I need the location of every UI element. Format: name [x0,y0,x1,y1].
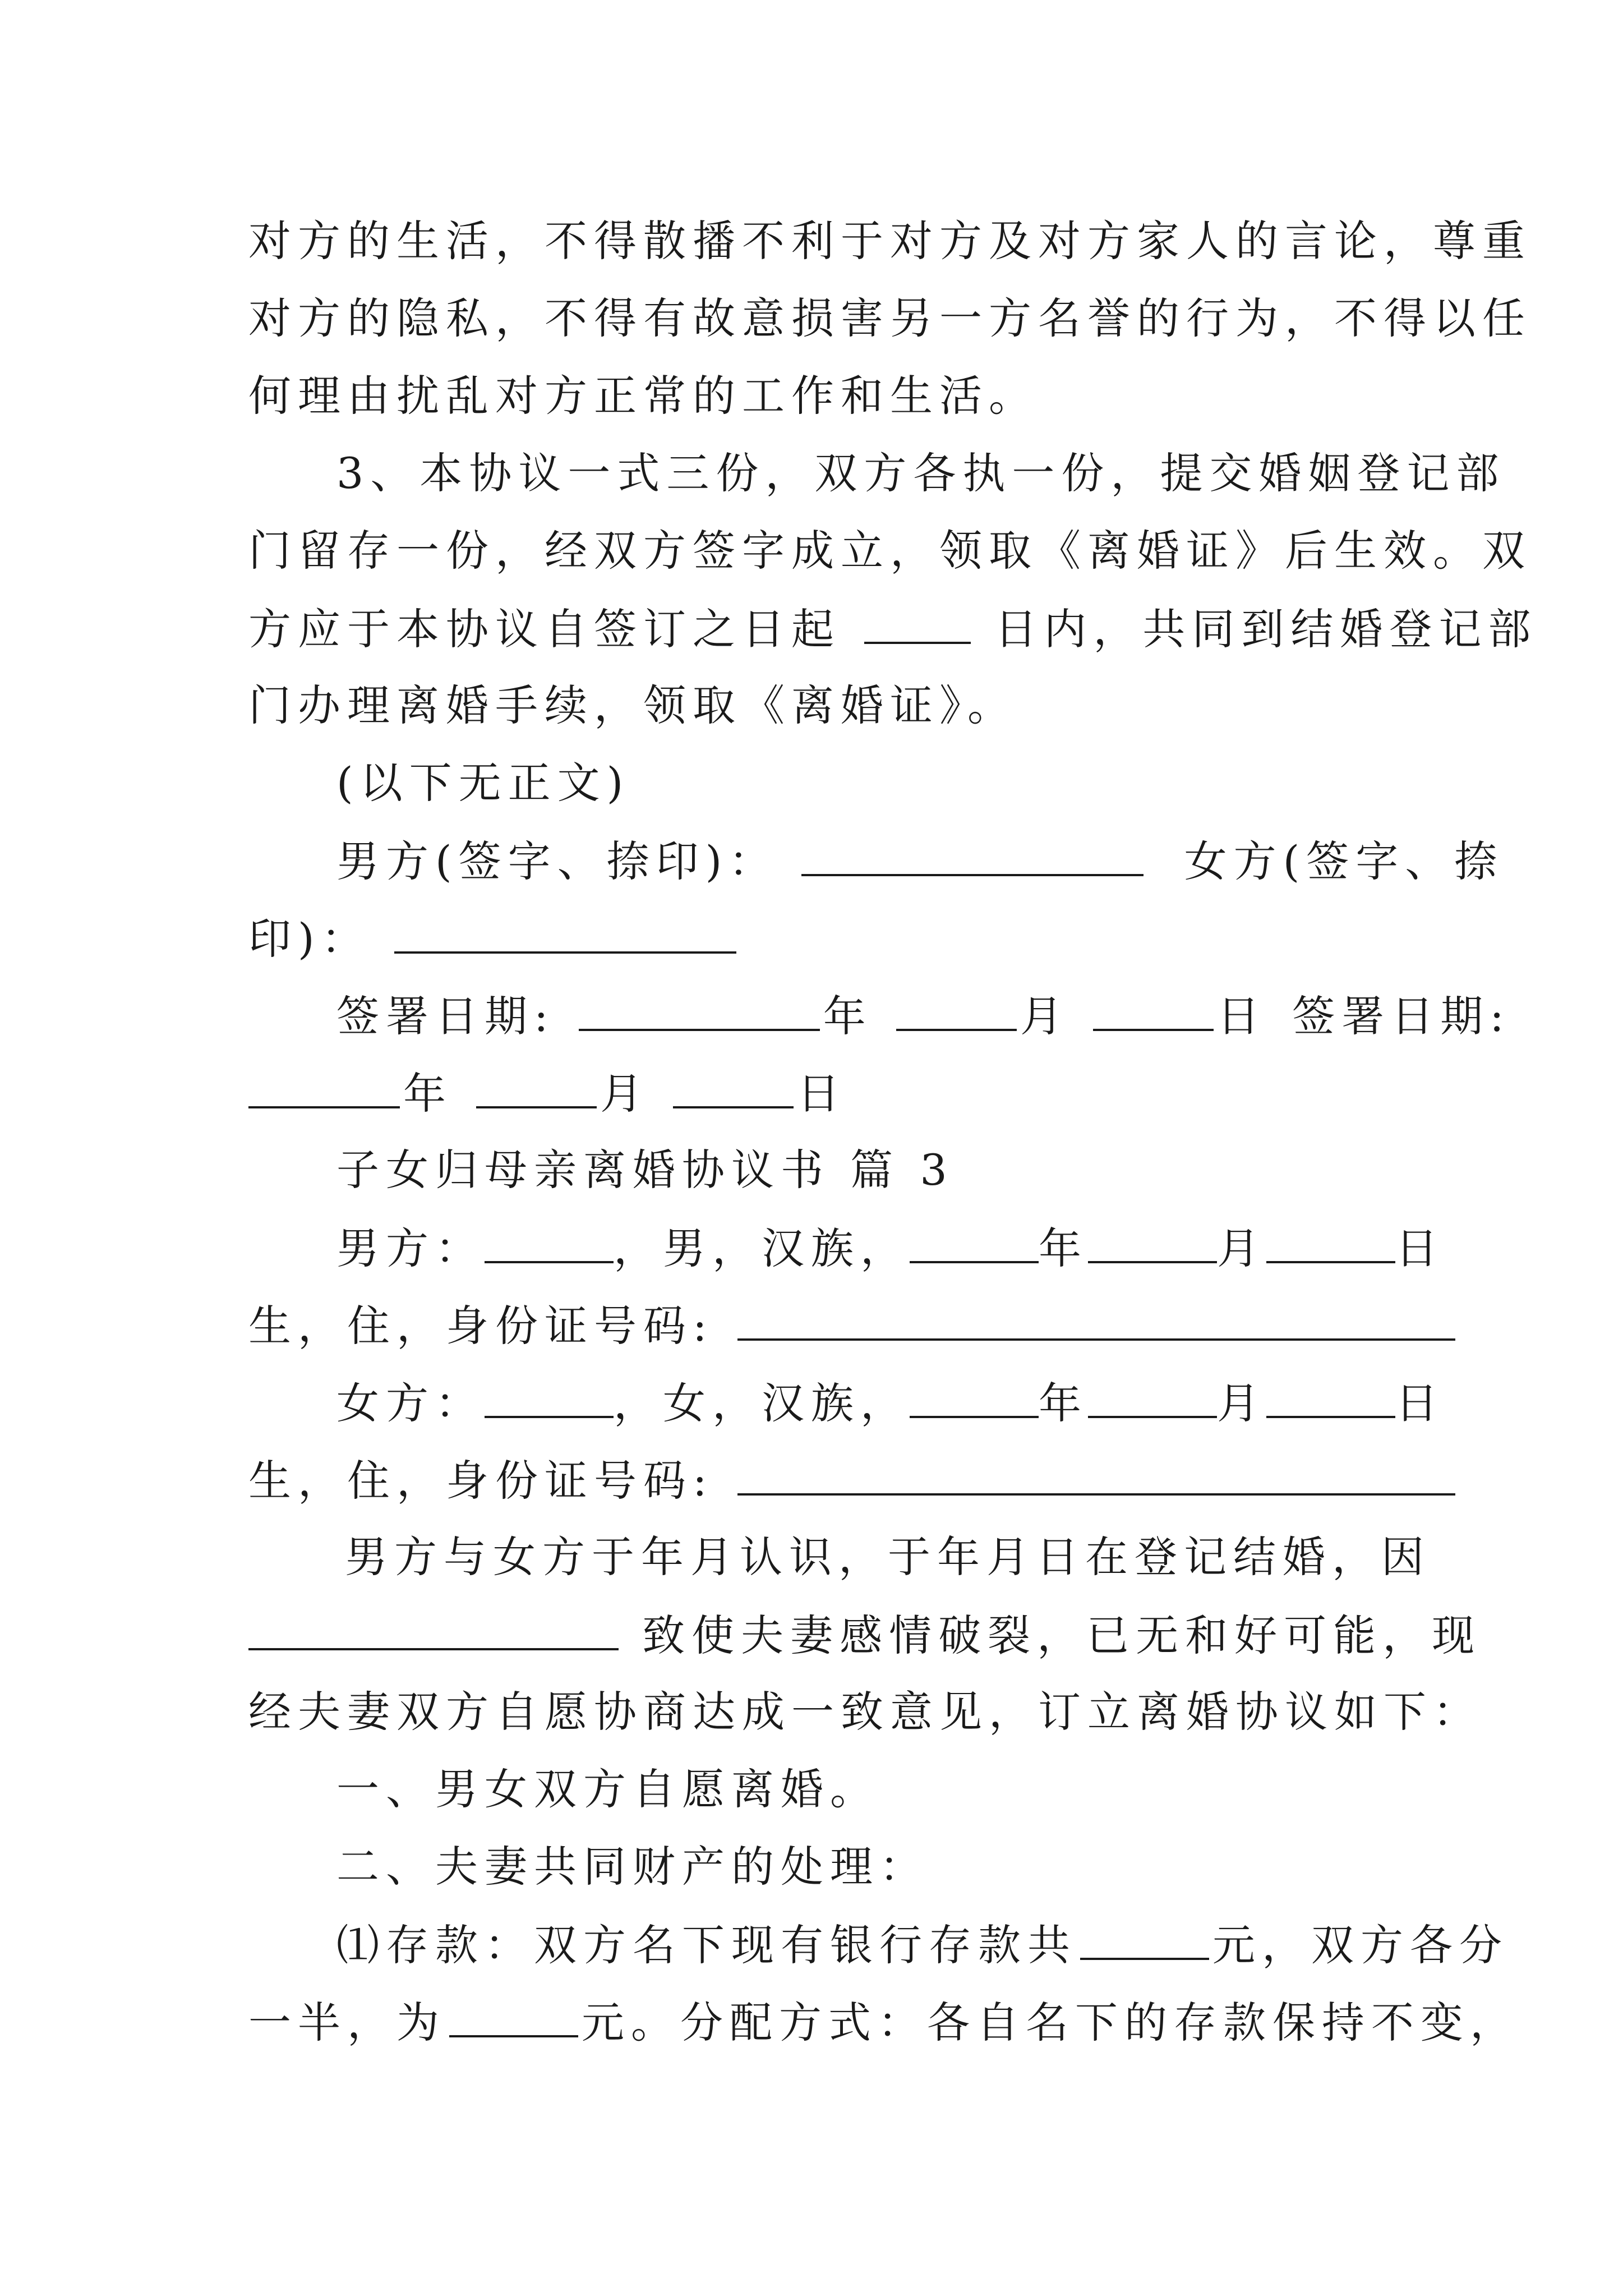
text-line: 对方的隐私，不得有故意损害另一方名誉的行为，不得以任 [248,293,1532,343]
year-unit: 年 [1039,1223,1088,1273]
male-id-label: 生，住，身份证号码: [248,1301,714,1351]
day-unit: 日 [1395,1378,1445,1428]
text-fragment: 方应于本协议自签订之日起 [248,604,841,654]
female-signature-label-cont: 印)： [248,914,371,964]
blank-year [910,1381,1039,1418]
blank-name [485,1381,614,1418]
female-label: 女方： [336,1378,485,1428]
text-line: 门办理离婚手续，领取《离婚证》。 [248,680,1017,730]
date-line [336,991,1511,1041]
blank-month [1088,1381,1217,1418]
signature-line-cont [248,914,740,964]
blank-month [476,1071,597,1108]
blank-day [1266,1226,1395,1263]
text-line [248,604,1538,654]
male-party-line-cont [248,1301,1459,1351]
blank-year [579,994,820,1031]
male-gender: ，男，汉族， [614,1223,910,1273]
year-unit: 年 [1039,1378,1088,1428]
female-gender: ，女，汉族， [614,1378,910,1428]
text-line: 男方与女方于年月认识，于年月日在登记结婚，因 [345,1532,1431,1582]
male-signature-blank [801,839,1144,876]
text-fragment: 元，双方各分 [1212,1920,1509,1970]
year-unit: 年 [823,991,873,1041]
year-unit: 年 [403,1069,453,1119]
female-party-line-cont [248,1456,1459,1506]
text-line: 3、本协议一式三份，双方各执一份，提交婚姻登记部 [336,448,1506,498]
blank-day [1266,1381,1395,1418]
text-line: 对方的生活，不得散播不利于对方及对方家人的言论，尊重 [248,216,1532,266]
signature-line [336,836,1504,886]
male-label: 男方： [336,1223,485,1273]
section-title: 子女归母亲离婚协议书 篇 3 [336,1145,954,1195]
month-unit: 月 [1217,1223,1266,1273]
blank-amount [449,2000,578,2037]
blank-id-number [737,1458,1455,1496]
month-unit: 月 [1020,991,1069,1041]
text-fragment: 日内，共同到结婚登记部 [994,604,1538,654]
male-party-line [336,1223,1445,1273]
day-unit: 日 [1217,991,1267,1041]
female-signature-blank [394,917,736,954]
blank-amount [1080,1923,1209,1960]
month-unit: 月 [600,1069,650,1119]
text-line: 经夫妻双方自愿协商达成一致意见，订立离婚协议如下： [248,1687,1482,1737]
blank-reason [248,1613,619,1650]
deposit-line-cont [248,1998,1519,2047]
date-line-cont [248,1069,847,1119]
text-line: 何理由扰乱对方正常的工作和生活。 [248,371,1038,421]
month-unit: 月 [1217,1378,1266,1428]
blank-days [864,607,971,644]
male-signature-label: 男方(签字、捺印)： [336,836,778,886]
day-unit: 日 [1395,1223,1445,1273]
day-unit: 日 [797,1069,847,1119]
blank-day [1093,994,1214,1031]
blank-month [1088,1226,1217,1263]
female-signature-label: 女方(签字、捺 [1184,836,1504,886]
blank-year [248,1071,400,1108]
female-party-line [336,1378,1445,1428]
clause-2: 二、夫妻共同财产的处理： [336,1842,929,1892]
no-text-note: (以下无正文) [336,758,630,808]
clause-1: 一、男女双方自愿离婚。 [336,1764,879,1814]
text-fragment: 一半，为 [248,1998,446,2047]
female-id-label: 生，住，身份证号码: [248,1456,714,1506]
blank-year [910,1226,1039,1263]
blank-name [485,1226,614,1263]
text-line [248,1611,1482,1660]
text-fragment: 元。分配方式：各自名下的存款保持不变， [582,1998,1519,2047]
text-fragment: ⑴存款：双方名下现有银行存款共 [336,1920,1077,1970]
blank-day [673,1071,794,1108]
date-label: 签署日期: [1292,991,1511,1041]
date-label: 签署日期: [336,991,555,1041]
deposit-line [336,1920,1509,1970]
blank-id-number [737,1304,1455,1341]
text-fragment: 致使夫妻感情破裂，已无和好可能，现 [642,1611,1482,1660]
blank-month [896,994,1017,1031]
text-line: 门留存一份，经双方签字成立，领取《离婚证》后生效。双 [248,526,1532,576]
